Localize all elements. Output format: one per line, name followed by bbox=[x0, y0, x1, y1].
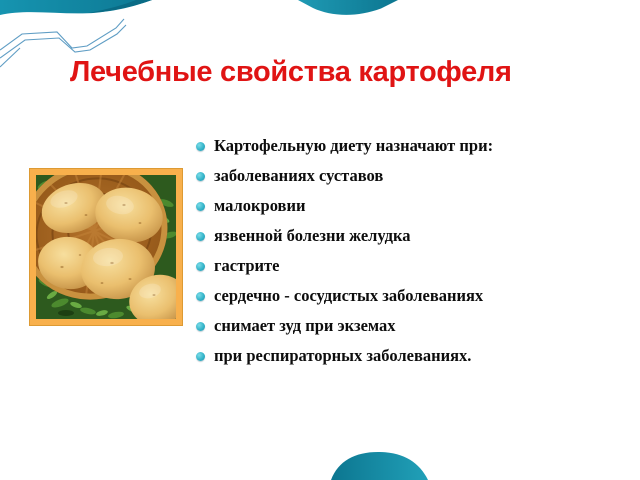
bullet-text: сердечно - сосудистых заболеваниях bbox=[214, 286, 484, 305]
list-item bbox=[196, 221, 493, 251]
list-item bbox=[196, 251, 493, 281]
bullet-text: малокровии bbox=[214, 196, 306, 215]
bullet-text: снимает зуд при экземах bbox=[214, 316, 396, 335]
bullet-icon bbox=[196, 172, 205, 181]
top-left-wave-icon bbox=[0, 0, 152, 15]
bullet-icon bbox=[196, 292, 205, 301]
bullet-text: при респираторных заболеваниях. bbox=[214, 346, 472, 365]
bullet-icon bbox=[196, 352, 205, 361]
bullet-icon bbox=[196, 262, 205, 271]
top-center-blob-icon bbox=[298, 0, 398, 15]
potatoes-image bbox=[30, 169, 182, 325]
bullet-text: Картофельную диету назначают при: bbox=[214, 136, 494, 155]
bullet-icon bbox=[196, 322, 205, 331]
list-item bbox=[196, 191, 493, 221]
page-title: Лечебные свойства картофеля bbox=[70, 56, 512, 88]
list-item bbox=[196, 341, 493, 371]
bottom-decoration bbox=[0, 450, 640, 480]
list-item bbox=[196, 281, 493, 311]
list-item bbox=[196, 161, 493, 191]
bullet-icon bbox=[196, 232, 205, 241]
bullet-text: гастрите bbox=[214, 256, 280, 275]
bullet-list bbox=[196, 131, 493, 371]
bullet-text: язвенной болезни желудка bbox=[214, 226, 411, 245]
bullet-icon bbox=[196, 142, 205, 151]
potatoes-illustration bbox=[36, 175, 176, 319]
list-item bbox=[196, 311, 493, 341]
bullet-icon bbox=[196, 202, 205, 211]
list-item bbox=[196, 131, 493, 161]
bullet-text: заболеваниях суставов bbox=[214, 166, 384, 185]
bottom-center-blob-icon bbox=[331, 452, 428, 480]
